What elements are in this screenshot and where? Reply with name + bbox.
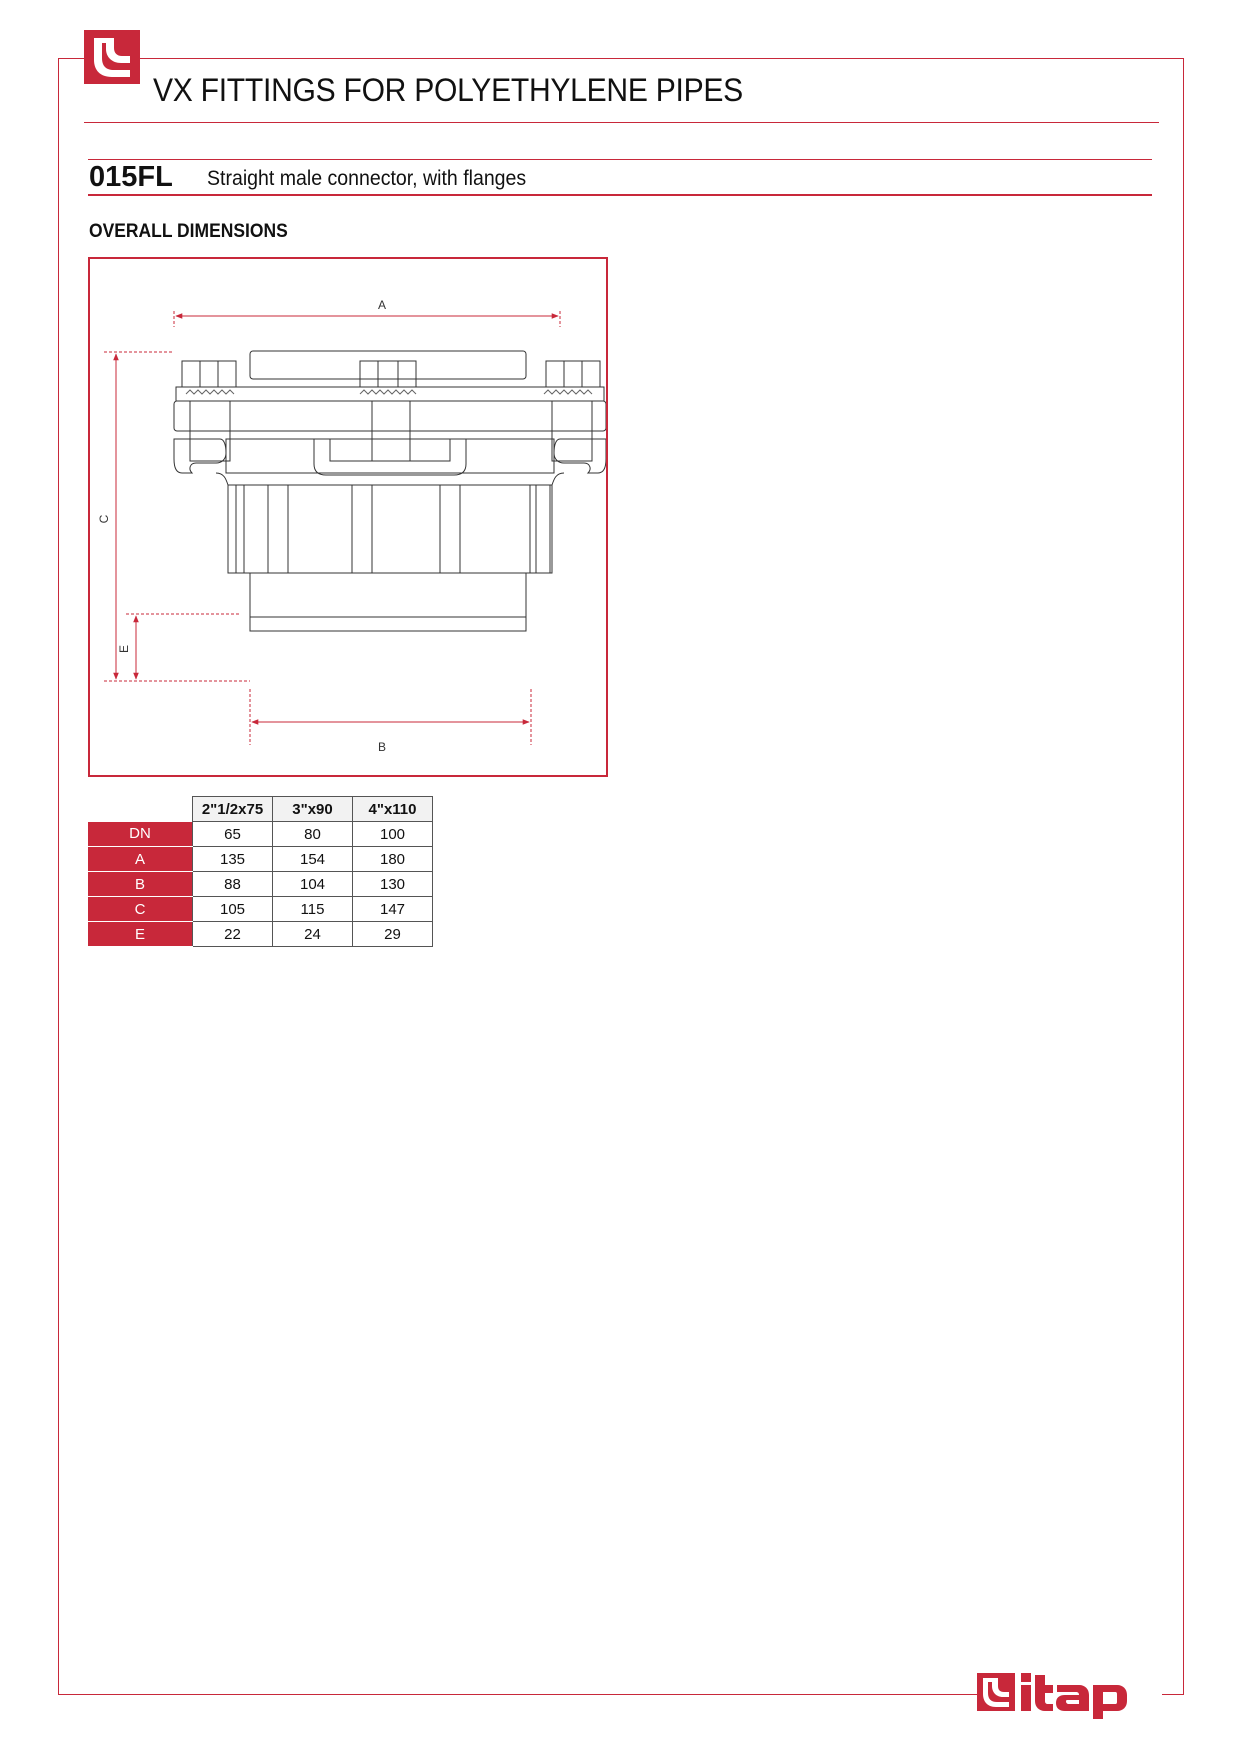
technical-drawing [88,257,608,777]
table-cell: 65 [193,822,273,847]
column-header: 3"x90 [273,797,353,822]
table-row [88,897,433,922]
row-label: E [88,922,193,947]
dimension-label-c: C [97,514,111,524]
table-cell: 147 [353,897,433,922]
column-header: 4"x110 [353,797,433,822]
table-cell: 180 [353,847,433,872]
table-cell: 22 [193,922,273,947]
table-cell: 88 [193,872,273,897]
table-cell: 130 [353,872,433,897]
table-cell: 100 [353,822,433,847]
table-header-row [88,797,433,822]
table-cell: 24 [273,922,353,947]
table-cell: 154 [273,847,353,872]
dimension-label-b: B [377,740,387,754]
row-label: DN [88,822,193,847]
table-cell: 80 [273,822,353,847]
table-cell: 105 [193,897,273,922]
table-row [88,872,433,897]
frame-line-top [140,58,1184,59]
row-label: B [88,872,193,897]
dimensions-table [88,796,433,947]
frame-line-bottom [58,1694,978,1695]
logo-mark-icon [84,30,140,84]
frame-line-bottom-right [1162,1694,1184,1695]
title-rule [84,122,1159,123]
table-row [88,922,433,947]
frame-line-top-left [58,58,84,59]
dimension-label-e: E [117,644,131,654]
frame-line-right [1183,58,1184,1695]
table-row [88,847,433,872]
table-cell: 29 [353,922,433,947]
table-cell: 115 [273,897,353,922]
table-corner [88,797,193,822]
frame-line-left [58,58,59,1695]
product-description: Straight male connector, with flanges [207,167,527,190]
column-header: 2"1/2x75 [193,797,273,822]
document-title: VX FITTINGS FOR POLYETHYLENE PIPES [153,72,743,108]
table-cell: 135 [193,847,273,872]
connector-drawing [90,259,606,775]
product-rule-bottom [88,194,1152,196]
product-rule-top [88,159,1152,160]
itap-logo [965,1663,1165,1725]
section-heading: OVERALL DIMENSIONS [89,221,288,242]
row-label: C [88,897,193,922]
row-label: A [88,847,193,872]
table-cell: 104 [273,872,353,897]
brand-name: itap [965,1663,967,1664]
table-row [88,822,433,847]
product-code: 015FL [89,161,173,193]
dimension-label-a: A [377,298,387,312]
